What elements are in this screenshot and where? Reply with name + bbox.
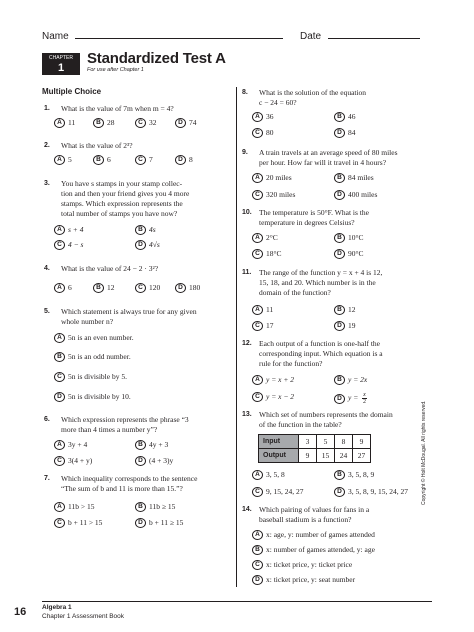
choice-6b[interactable]: B 4y + 3 [135,440,168,450]
table-row [259,435,371,449]
choice-11c[interactable]: C 17 [252,321,274,331]
section-heading: Multiple Choice [42,87,102,96]
choice-3d[interactable]: D 4√s [135,240,160,250]
choice-1b[interactable]: B 28 [93,118,115,128]
choice-9b[interactable]: B 84 miles [334,173,374,183]
choice-4c[interactable]: C 120 [135,283,160,293]
copyright-notice: Copyright © Holt McDougal. All rights reserved. [421,400,427,505]
choice-1a[interactable]: A 11 [54,118,75,128]
input-output-table [258,434,371,463]
choice-8a[interactable]: A 36 [252,112,274,122]
choice-12d[interactable]: D y = $\frac{x}{2}$ [334,392,367,405]
table-cell: 27 [353,449,371,463]
choice-8c[interactable]: C 80 [252,128,274,138]
table-cell: 3 [299,435,317,449]
fraction: $\frac{x}{2}$ [362,392,366,405]
question-6: 6. Which expression represents the phrase “3 more than 4 times a number y”? [44,415,189,434]
choice-13b[interactable]: B 3, 5, 8, 9 [334,470,374,480]
book-subtitle: Chapter 1 Assessment Book [42,613,125,620]
name-blank[interactable] [75,29,283,39]
question-11: 11. The range of the function y = x + 4 is 12, 15, 18, and 20. Which number is in the domain of the function? [242,268,383,297]
choice-5a[interactable]: A 5n is an even number. [54,333,134,343]
choice-6d[interactable]: D (4 + 3)y [135,456,173,466]
name-label: Name [42,31,69,42]
choice-11d[interactable]: D 19 [334,321,356,331]
choice-2c[interactable]: C 7 [135,155,153,165]
choice-13c[interactable]: C 9, 15, 24, 27 [252,487,304,497]
choice-14b[interactable]: B x: number of games attended, y: age [252,545,375,555]
choice-10c[interactable]: C 18°C [252,249,282,259]
choice-8b[interactable]: B 46 [334,112,356,122]
choice-10a[interactable]: A 2°C [252,233,278,243]
question-5: 5. Which statement is always true for any given whole number n? [44,307,197,326]
question-8: 8. What is the solution of the equation c − 24 = 60? [242,88,367,107]
table-cell: 15 [317,449,335,463]
choice-3a[interactable]: A s + 4 [54,225,83,235]
choice-3b[interactable]: B 4s [135,225,156,235]
choice-14d[interactable]: D x: ticket price, y: seat number [252,575,355,585]
page-title: Standardized Test A [87,50,226,67]
table-cell: 9 [353,435,371,449]
table-cell: 8 [335,435,353,449]
table-cell: 24 [335,449,353,463]
question-3: 3. You have s stamps in your stamp collec- tion and then your friend gives you 4 more stamps. Which expression represents the total number of stamps you have now? [44,179,190,218]
choice-8d[interactable]: D 84 [334,128,356,138]
choice-6a[interactable]: A 3y + 4 [54,440,87,450]
choice-14c[interactable]: C x: ticket price, y: ticket price [252,560,352,570]
choice-4a[interactable]: A 6 [54,283,72,293]
choice-7d[interactable]: D b + 11 ≥ 15 [135,518,183,528]
choice-12a[interactable]: A y = x + 2 [252,375,294,385]
choice-5b[interactable]: B 5n is an odd number. [54,352,131,362]
choice-10b[interactable]: B 10°C [334,233,364,243]
chapter-word: CHAPTER [49,55,73,61]
choice-2b[interactable]: B 6 [93,155,111,165]
choice-1c[interactable]: C 32 [135,118,157,128]
choice-9c[interactable]: C 320 miles [252,190,295,200]
question-10: 10. The temperature is 50°F. What is the temperature in degrees Celsius? [242,208,369,227]
choice-5c[interactable]: C 5n is divisible by 5. [54,372,127,382]
output-header: Output [259,449,299,463]
choice-12b[interactable]: B y = 2x [334,375,367,385]
choice-3c[interactable]: C 4 − s [54,240,83,250]
table-cell: 9 [299,449,317,463]
date-field[interactable] [300,29,420,42]
question-7: 7. Which inequality corresponds to the sentence “The sum of b and 11 is more than 15.”? [44,474,198,493]
choice-7c[interactable]: C b + 11 > 15 [54,518,102,528]
question-text: What is the value of 7m when m = 4? [61,104,174,113]
choice-13a[interactable]: A 3, 5, 8 [252,470,285,480]
page-subtitle: For use after Chapter 1 [87,67,144,73]
question-13: 13. Which set of numbers represents the domain of the function in the table? [242,410,393,429]
question-12: 12. Each output of a function is one-half the corresponding input. Which equation is a rule for the function? [242,339,383,368]
table-cell: 5 [317,435,335,449]
choice-2a[interactable]: A 5 [54,155,72,165]
choice-13d[interactable]: D 3, 5, 8, 9, 15, 24, 27 [334,487,408,497]
choice-11a[interactable]: A 11 [252,305,273,315]
chapter-badge [42,53,80,75]
chapter-number: 1 [57,62,65,74]
column-divider [236,87,237,587]
footer-rule [42,601,432,602]
choice-14a[interactable]: A x: age, y: number of games attended [252,530,375,540]
choice-10d[interactable]: D 90°C [334,249,364,259]
choice-4b[interactable]: B 12 [93,283,115,293]
date-label: Date [300,31,322,42]
choice-7a[interactable]: A 11b > 15 [54,502,94,512]
table-row [259,449,371,463]
name-field[interactable] [42,29,283,42]
choice-2d[interactable]: D 8 [175,155,193,165]
book-title: Algebra 1 [42,604,72,611]
question-9: 9. A train travels at an average speed of 80 miles per hour. How far will it travel in 4 hours? [242,148,398,167]
choice-7b[interactable]: B 11b ≥ 15 [135,502,175,512]
choice-9d[interactable]: D 400 miles [334,190,377,200]
date-blank[interactable] [328,29,420,39]
choice-6c[interactable]: C 3(4 + y) [54,456,92,466]
choice-5d[interactable]: D 5n is divisible by 10. [54,392,131,402]
question-14: 14. Which pairing of values for fans in a baseball stadium is a function? [242,505,370,524]
page-number: 16 [14,606,27,618]
choice-9a[interactable]: A 20 miles [252,173,292,183]
input-header: Input [259,435,299,449]
choice-12c[interactable]: C y = x − 2 [252,392,294,402]
choice-11b[interactable]: B 12 [334,305,356,315]
choice-1d[interactable]: D 74 [175,118,197,128]
choice-4d[interactable]: D 180 [175,283,200,293]
